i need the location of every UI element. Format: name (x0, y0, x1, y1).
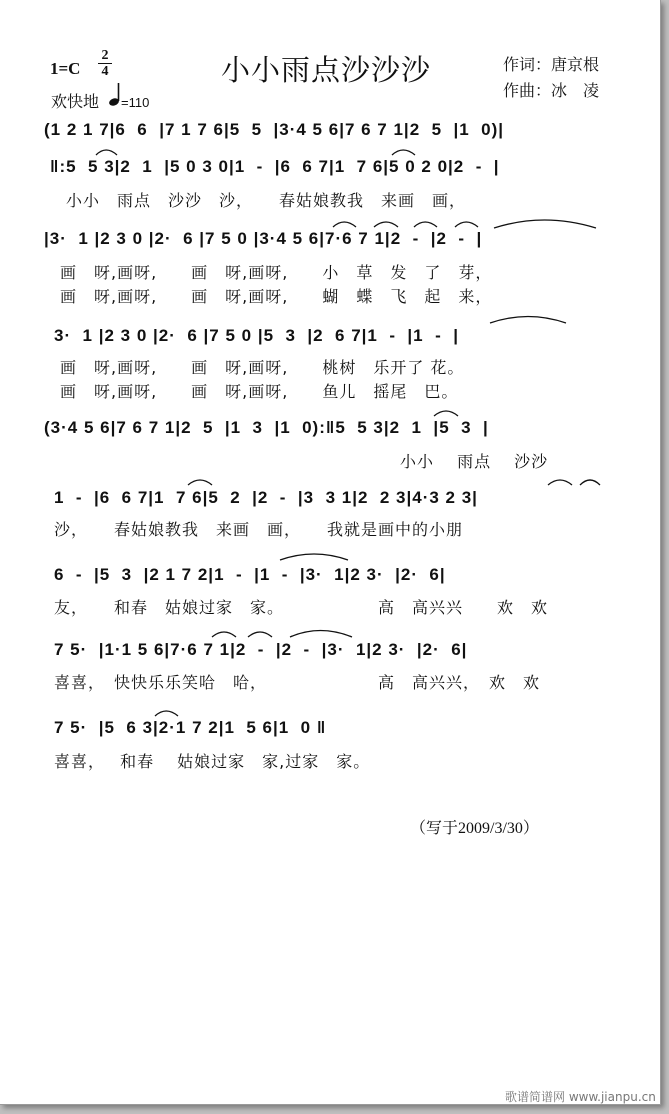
score-row-8-notes: 7 5· |1·1 5 6|7·6 7 1|2 - |2 - |3· 1|2 3· |2· 6| (54, 640, 468, 659)
tie-mark (490, 317, 566, 324)
score-row-2-notes: ‖:5 5 3|2 1 |5 0 3 0|1 - |6 6 7|1 7 6|5 0 2 0|2 - | (50, 157, 500, 176)
score-row-4-notes: 3· 1 |2 3 0 |2· 6 |7 5 0 |5 3 |2 6 7|1 - |1 - | (54, 326, 459, 345)
score-row-5-notes: (3·4 5 6|7 6 7 1|2 5 |1 3 |1 0):‖5 5 3|2 1 |5 3 | (44, 418, 489, 437)
score-row-1-notes: (1 2 1 7|6 6 |7 1 7 6|5 5 |3·4 5 6|7 6 7 1|2 5 |1 0)| (44, 120, 505, 139)
lyricist-credit: 作词：唐京根 (503, 55, 600, 74)
key-signature: 1=C (50, 59, 81, 78)
score-row-3-lyrics-verse-1: 画 呀,画呀, 画 呀,画呀, 小 草 发 了 芽， (60, 263, 493, 282)
composition-date: （写于2009/3/30） (410, 820, 539, 837)
tempo-value: =110 (121, 95, 150, 110)
score-row-7-notes: 6 - |5 3 |2 1 7 2|1 - |1 - |3· 1|2 3· |2· 6| (54, 565, 446, 584)
time-denominator: 4 (98, 63, 112, 79)
score-row-9-notes: 7 5· |5 6 3|2·1 7 2|1 5 6|1 0 ‖ (54, 718, 327, 737)
tempo-label: 欢快地 (51, 92, 100, 111)
score-row-6-lyrics: 沙， 春姑娘教我 来画 画， 我就是画中的小朋 (54, 520, 464, 539)
score-row-5-lyrics: 小小 雨点 沙沙 (400, 452, 549, 471)
site-watermark: 歌谱简谱网 www.jianpu.cn (505, 1090, 656, 1104)
song-title: 小小雨点沙沙沙 (221, 53, 432, 87)
score-row-7-lyrics: 友， 和春 姑娘过家 家。 高 高兴兴 欢 欢 (54, 598, 549, 617)
tie-mark (494, 220, 596, 228)
slur-mark (414, 222, 437, 227)
score-row-8-lyrics: 喜喜， 快快乐乐笑哈 哈， 高 高兴兴， 欢 欢 (54, 673, 541, 692)
slur-mark (455, 222, 478, 227)
score-row-6-notes: 1 - |6 6 7|1 7 6|5 2 |2 - |3 3 1|2 2 3|4·3 2 3| (54, 488, 478, 507)
slur-mark (333, 222, 356, 227)
slur-mark (188, 480, 212, 485)
slur-mark (374, 222, 398, 227)
slur-mark (155, 711, 178, 716)
slur-mark (392, 150, 415, 155)
score-row-3-lyrics-verse-2: 画 呀,画呀, 画 呀,画呀, 蝴 蝶 飞 起 来， (60, 287, 493, 306)
score-row-2-lyrics: 小小 雨点 沙沙 沙， 春姑娘教我 来画 画， (66, 191, 467, 210)
composer-credit: 作曲：冰 凌 (503, 81, 600, 100)
slur-mark (96, 150, 117, 155)
score-row-4-lyrics-verse-1: 画 呀,画呀, 画 呀,画呀, 桃树 乐开了 花。 (60, 358, 465, 377)
time-numerator: 2 (101, 48, 109, 63)
score-row-4-lyrics-verse-2: 画 呀,画呀, 画 呀,画呀, 鱼儿 摇尾 巴。 (60, 382, 459, 401)
slur-mark (248, 632, 272, 637)
tie-mark (280, 554, 348, 560)
slur-mark (580, 480, 600, 485)
tie-mark (290, 631, 352, 638)
score-row-9-lyrics: 喜喜， 和春 姑娘过家 家,过家 家。 (54, 752, 371, 771)
slur-mark (212, 632, 236, 637)
slur-mark (434, 411, 458, 416)
slur-mark (548, 480, 572, 485)
score-row-3-notes: |3· 1 |2 3 0 |2· 6 |7 5 0 |3·4 5 6|7·6 7 1|2 - |2 - | (44, 229, 483, 248)
